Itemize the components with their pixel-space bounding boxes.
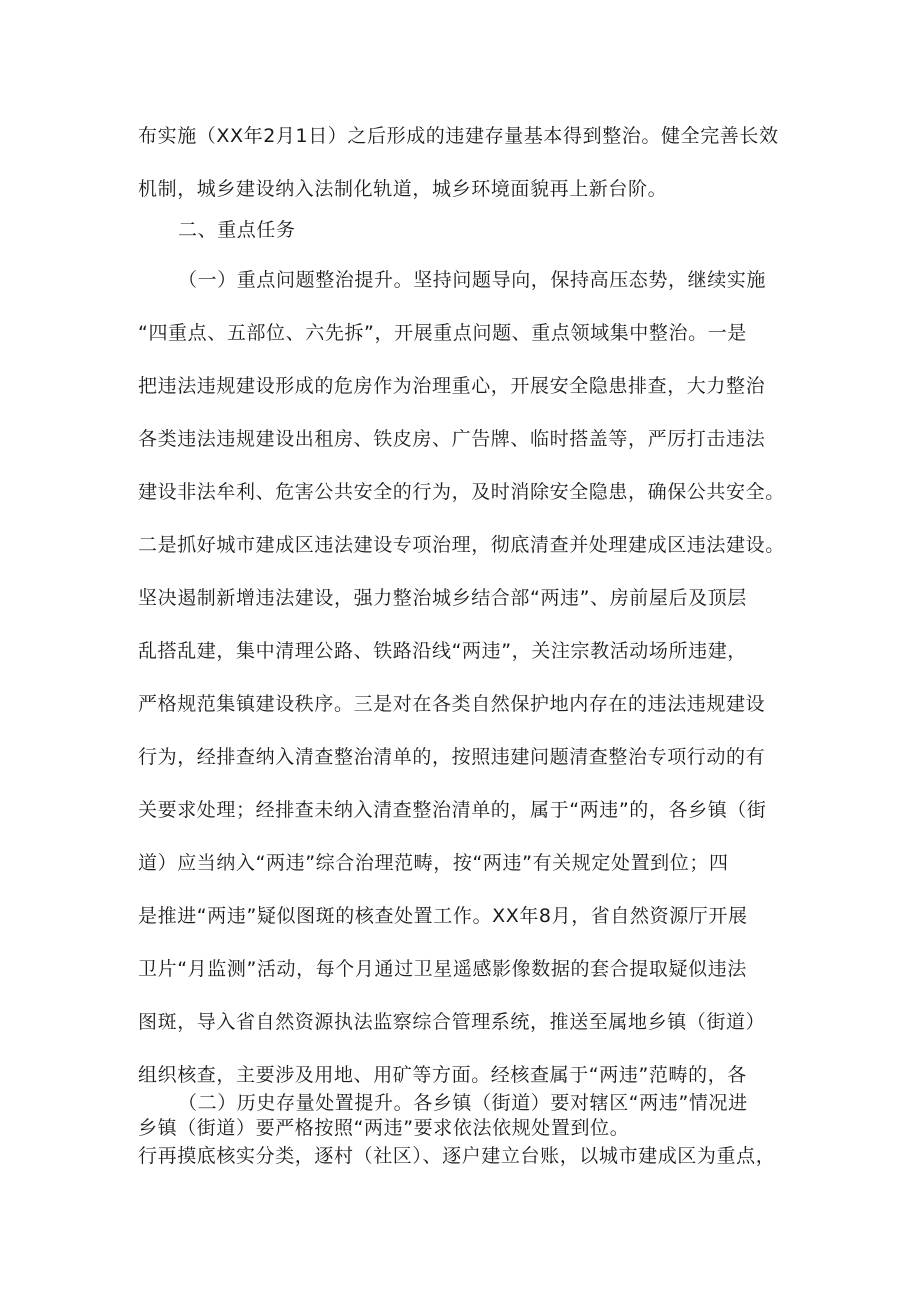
text-line: 建设非法牟利、危害公共安全的行为，及时消除安全隐患，确保公共安全。 bbox=[138, 481, 785, 503]
heading-text: 二、重点任务 bbox=[178, 219, 296, 241]
text-line: 机制，城乡建设纳入法制化轨道，城乡环境面貌再上新台阶。 bbox=[138, 178, 668, 200]
text-line: 二是抓好城市建成区违法建设专项治理，彻底清查并处理建成区违法建设。 bbox=[138, 534, 785, 556]
text-line: （一）重点问题整治提升。坚持问题导向，保持高压态势，继续实施 bbox=[178, 269, 767, 291]
text-line: “四重点、五部位、六先拆”，开展重点问题、重点领域集中整治。一是 bbox=[138, 322, 747, 344]
text-line: 关要求处理；经排查未纳入清查整治清单的，属于“两违”的，各乡镇（街 bbox=[138, 799, 767, 821]
text-line: （二）历史存量处置提升。各乡镇（街道）要对辖区“两违”情况进 bbox=[178, 1092, 748, 1114]
paragraph-task-2 bbox=[138, 1077, 798, 1183]
text-line: 各类违法违规建设出租房、铁皮房、广告牌、临时搭盖等，严厉打击违法 bbox=[138, 428, 766, 450]
text-line: 卫片“月监测”活动，每个月通过卫星遥感影像数据的套合提取疑似违法 bbox=[138, 958, 747, 980]
paragraph-task-1 bbox=[138, 254, 798, 1155]
text-line: 乱搭乱建，集中清理公路、铁路沿线“两违”，关注宗教活动场所违建， bbox=[138, 640, 747, 662]
text-line: 乡镇（街道）要严格按照“两违”要求依法依规处置到位。 bbox=[138, 1117, 630, 1139]
text-line: 布实施（XX年2月1日）之后形成的违建存量基本得到整治。健全完善长效 bbox=[138, 125, 779, 147]
text-line: 坚决遏制新增违法建设，强力整治城乡结合部“两违”、房前屋后及顶层 bbox=[138, 587, 747, 609]
text-line: 是推进“两违”疑似图斑的核查处置工作。XX年8月，省自然资源厅开展 bbox=[138, 905, 748, 927]
text-line: 道）应当纳入“两违”综合治理范畴，按“两违”有关规定处置到位；四 bbox=[138, 852, 729, 874]
text-line: 组织核查，主要涉及用地、用矿等方面。经核查属于“两违”范畴的，各 bbox=[138, 1064, 747, 1086]
paragraph-intro bbox=[138, 110, 798, 216]
text-line: 行为，经排查纳入清查整治清单的，按照违建问题清查整治专项行动的有 bbox=[138, 746, 766, 768]
text-line: 把违法违规建设形成的危房作为治理重心，开展安全隐患排查，大力整治 bbox=[138, 375, 766, 397]
text-line: 行再摸底核实分类，逐村（社区）、逐户建立台账，以城市建成区为重点， bbox=[138, 1145, 776, 1167]
section-heading bbox=[178, 204, 838, 257]
text-line: 严格规范集镇建设秩序。三是对在各类自然保护地内存在的违法违规建设 bbox=[138, 693, 766, 715]
text-line: 图斑，导入省自然资源执法监察综合管理系统，推送至属地乡镇（街道） bbox=[138, 1011, 766, 1033]
